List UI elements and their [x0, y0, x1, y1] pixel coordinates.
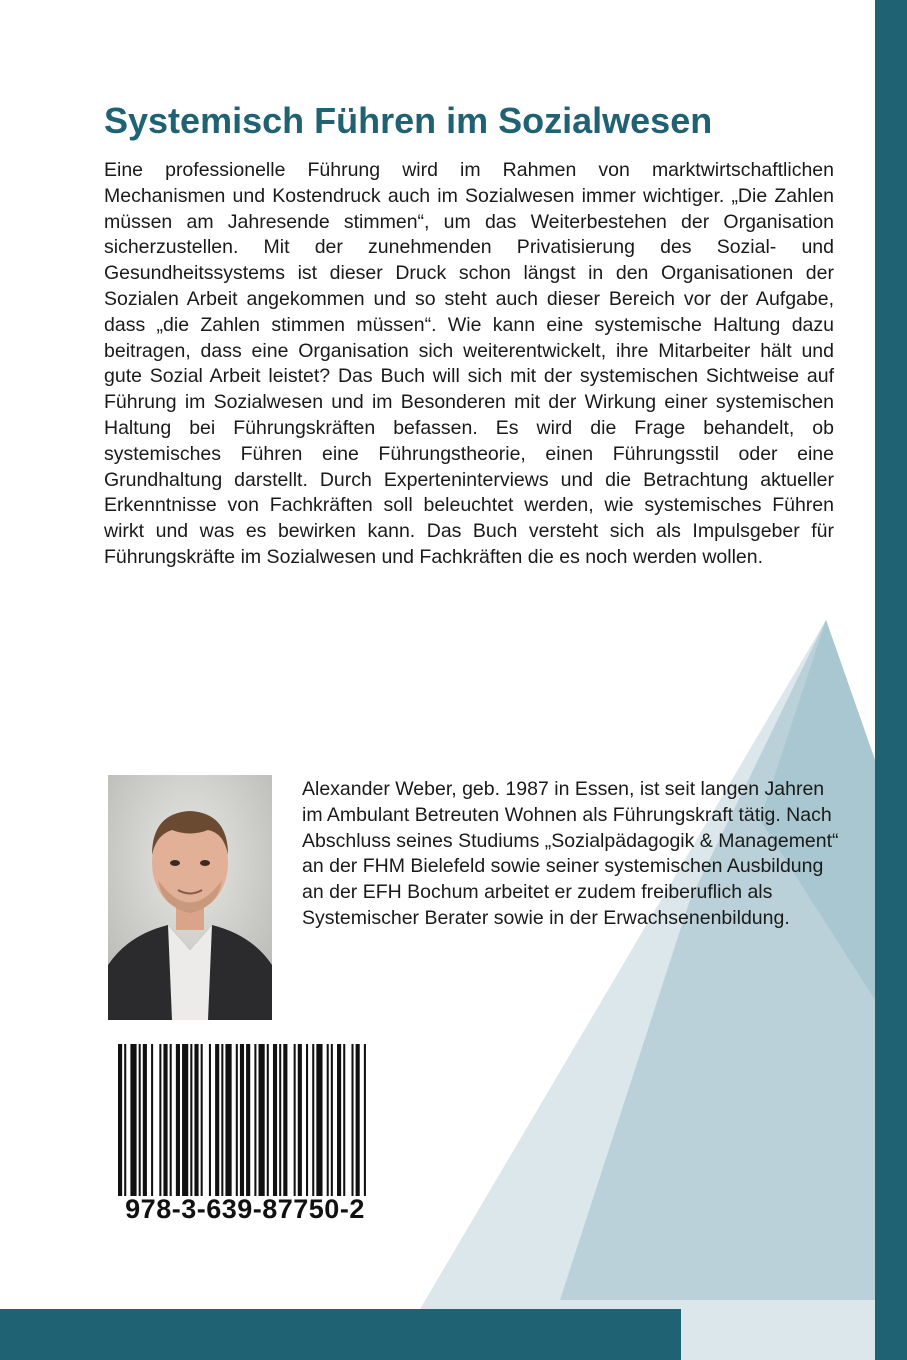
barcode-bar [343, 1044, 345, 1196]
barcode-bar [159, 1044, 161, 1196]
barcode-bar [124, 1044, 126, 1196]
barcode-bar [170, 1044, 172, 1196]
bottom-edge-bar [0, 1309, 681, 1360]
barcode-bars [118, 1044, 368, 1196]
barcode-bar [246, 1044, 250, 1196]
barcode-bar [254, 1044, 256, 1196]
barcode-bar [163, 1044, 167, 1196]
barcode-bar [236, 1044, 238, 1196]
barcode-bar [194, 1044, 198, 1196]
barcode-bar [331, 1044, 333, 1196]
book-title: Systemisch Führen im Sozialwesen [104, 100, 713, 141]
barcode-bar [356, 1044, 360, 1196]
isbn-number: 978-3-639-87750-2 [125, 1194, 365, 1224]
barcode-bar [306, 1044, 308, 1196]
barcode-bar [225, 1044, 231, 1196]
barcode-bar [312, 1044, 314, 1196]
barcode-bar [279, 1044, 281, 1196]
author-bio: Alexander Weber, geb. 1987 in Essen, ist seit langen Jahren im Ambulant Betreuten Wohnen als Führungskraft tätig. Nach Abschluss seines Studiums „Sozialpädagogik & Management“ an der FHM Bielefeld sowie seiner systemischen Ausbildung an der EFH Bochum arbeitet er zudem freiberuflich als Systemischer Berater sowie in der Erwachsenenbildung. [302, 778, 839, 929]
barcode-bar [267, 1044, 269, 1196]
barcode-bar [298, 1044, 302, 1196]
barcode-bar [190, 1044, 192, 1196]
barcode-bar [351, 1044, 353, 1196]
barcode-bar [316, 1044, 322, 1196]
barcode-bar [294, 1044, 296, 1196]
barcode-bar [364, 1044, 366, 1196]
barcode-bar [151, 1044, 153, 1196]
barcode-bar [221, 1044, 223, 1196]
book-blurb: Eine professionelle Führung wird im Rahmen von marktwirtschaftlichen Mechanismen und Kostendruck auch im Sozialwesen immer wichtiger. „Die Zahlen müssen am Jahresende stimmen“, um das Weiterbestehen der Organisation sicherzustellen. Mit der zunehmenden Privatisierung des Sozial- und Gesundheitssystems ist dieser Druck schon längst in den Organisationen der Sozialen Arbeit angekommen und so steht auch dieser Bereich vor der Aufgabe, dass „die Zahlen stimmen müssen“. Wie kann eine systemische Haltung dazu beitragen, dass eine Organisation sich weiterentwickelt, ihre Mitarbeiter hält und gute Sozial Arbeit leistet? Das Buch will sich mit der systemischen Sichtweise auf Führung im Sozialwesen und im Besonderen mit der Wirkung einer systemischen Haltung bei Führungskräften befassen. Es wird die Frage behandelt, ob systemisches Führen eine Führungstheorie, einen Führungsstil oder eine Grundhaltung darstellt. Durch Experteninterviews und die Betrachtung aktueller Erkenntnisse von Fachkräften soll beleuchtet werden, wie systemisches Führen wirkt und was es bewirken kann. Das Buch versteht sich als Impulsgeber für Führungskräfte im Sozialwesen und Fachkräften die es noch werden wollen. [104, 159, 834, 568]
barcode-bar [130, 1044, 136, 1196]
barcode-bar [209, 1044, 211, 1196]
barcode-bar [240, 1044, 244, 1196]
right-edge-bar [875, 0, 907, 1360]
barcode-bar [273, 1044, 277, 1196]
barcode-bar [118, 1044, 122, 1196]
barcode-bar [337, 1044, 341, 1196]
barcode-bar [283, 1044, 287, 1196]
barcode-bar [176, 1044, 180, 1196]
barcode-bar [215, 1044, 219, 1196]
barcode-bar [201, 1044, 203, 1196]
barcode-bar [182, 1044, 188, 1196]
barcode-bar [327, 1044, 329, 1196]
barcode-bar [258, 1044, 264, 1196]
barcode-bar [143, 1044, 147, 1196]
author-photo [108, 775, 272, 1020]
isbn-barcode [110, 1040, 380, 1230]
barcode-bar [139, 1044, 141, 1196]
